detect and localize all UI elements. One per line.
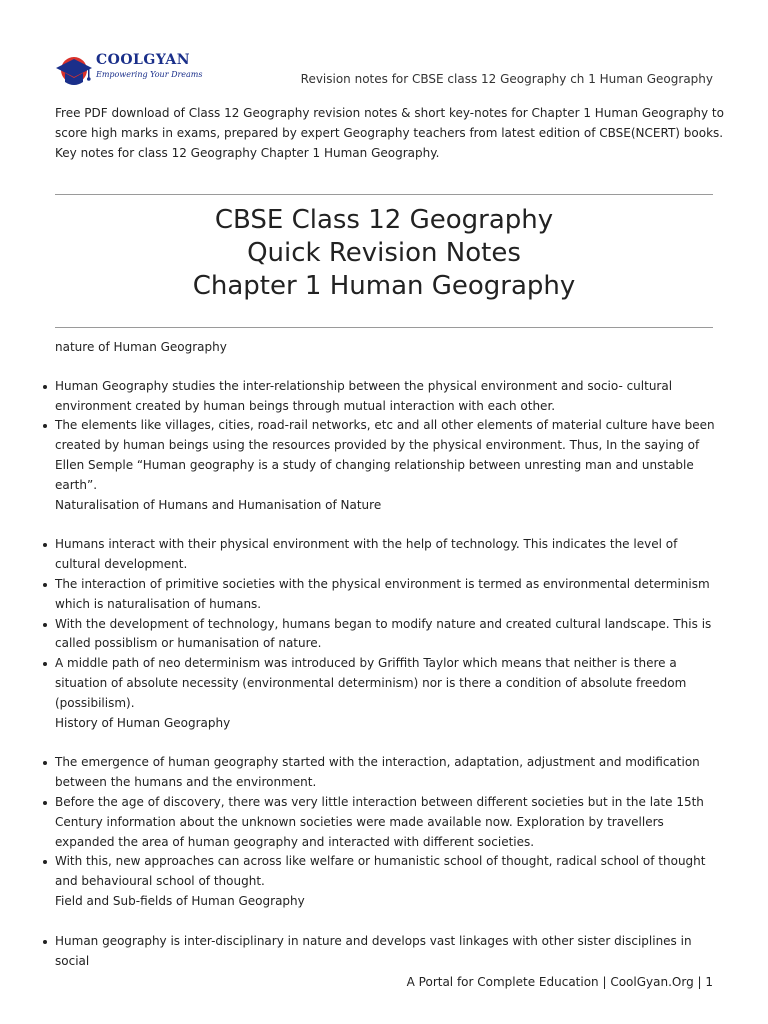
logo-tagline: Empowering Your Dreams: [96, 70, 203, 79]
page-footer: A Portal for Complete Education | CoolGyan.Org | 1: [406, 975, 713, 989]
list-item: The elements like villages, cities, road-rail networks, etc and all other elements of material culture have been created by human beings using the resources provided by the physical environment. Thus, In the saying of Ellen Semple “Human geography is a study of changing relationship between unresting man and unstable earth”.: [55, 416, 725, 495]
coolgyan-logo: [54, 50, 203, 92]
list-item: A middle path of neo determinism was introduced by Griffith Taylor which means that neither is there a situation of absolute necessity (environmental determinism) nor is there a condition of absolute freedom (possibilism).: [55, 654, 725, 713]
section-heading: Naturalisation of Humans and Humanisation of Nature: [55, 497, 382, 512]
title-line-3: Chapter 1 Human Geography: [192, 271, 576, 301]
section-heading: nature of Human Geography: [55, 340, 227, 354]
bullet-list: [55, 535, 725, 713]
document-title: [55, 204, 713, 303]
section-heading: Field and Sub-fields of Human Geography: [55, 893, 305, 908]
title-line-1: CBSE Class 12 Geography: [214, 205, 554, 235]
list-item: The interaction of primitive societies with the physical environment is termed as environmental determinism which is naturalisation of humans.: [55, 575, 725, 615]
list-item: Human Geography studies the inter-relationship between the physical environment and socio- cultural environment created by human beings through mutual interaction with each other.: [55, 377, 725, 417]
list-item: Human geography is inter-disciplinary in nature and develops vast linkages with other sister disciplines in social: [55, 932, 725, 972]
top-divider: [55, 194, 713, 195]
list-item: With this, new approaches can across like welfare or humanistic school of thought, radical school of thought and behavioural school of thought.: [55, 852, 725, 892]
list-item: The emergence of human geography started with the interaction, adaptation, adjustment and modification between the humans and the environment.: [55, 753, 725, 793]
bullet-list: [55, 377, 725, 496]
graduation-cap-icon: [54, 50, 94, 92]
page-header-title: Revision notes for CBSE class 12 Geography ch 1 Human Geography: [300, 72, 713, 86]
logo-wordmark: COOLGYAN: [96, 52, 191, 68]
title-divider: [55, 327, 713, 328]
title-line-2: Quick Revision Notes: [247, 238, 521, 268]
intro-paragraph: Free PDF download of Class 12 Geography revision notes & short key-notes for Chapter 1 Human Geography to score high marks in exams, prepared by expert Geography teachers from latest edition of CBSE(NCERT) books. Key notes for class 12 Geography Chapter 1 Human Geography.: [55, 106, 724, 160]
list-item: Humans interact with their physical environment with the help of technology. This indicates the level of cultural development.: [55, 535, 725, 575]
section-heading: History of Human Geography: [55, 715, 231, 730]
bullet-list: [55, 932, 725, 972]
notes-content: [55, 338, 725, 971]
list-item: With the development of technology, humans began to modify nature and created cultural landscape. This is called possiblism or humanisation of nature.: [55, 615, 725, 655]
list-item: Before the age of discovery, there was very little interaction between different societies but in the late 15th Century information about the unknown societies were made available now. Exploration by travellers expanded the area of human geography and interacted with different societies.: [55, 793, 725, 852]
bullet-list: [55, 753, 725, 892]
